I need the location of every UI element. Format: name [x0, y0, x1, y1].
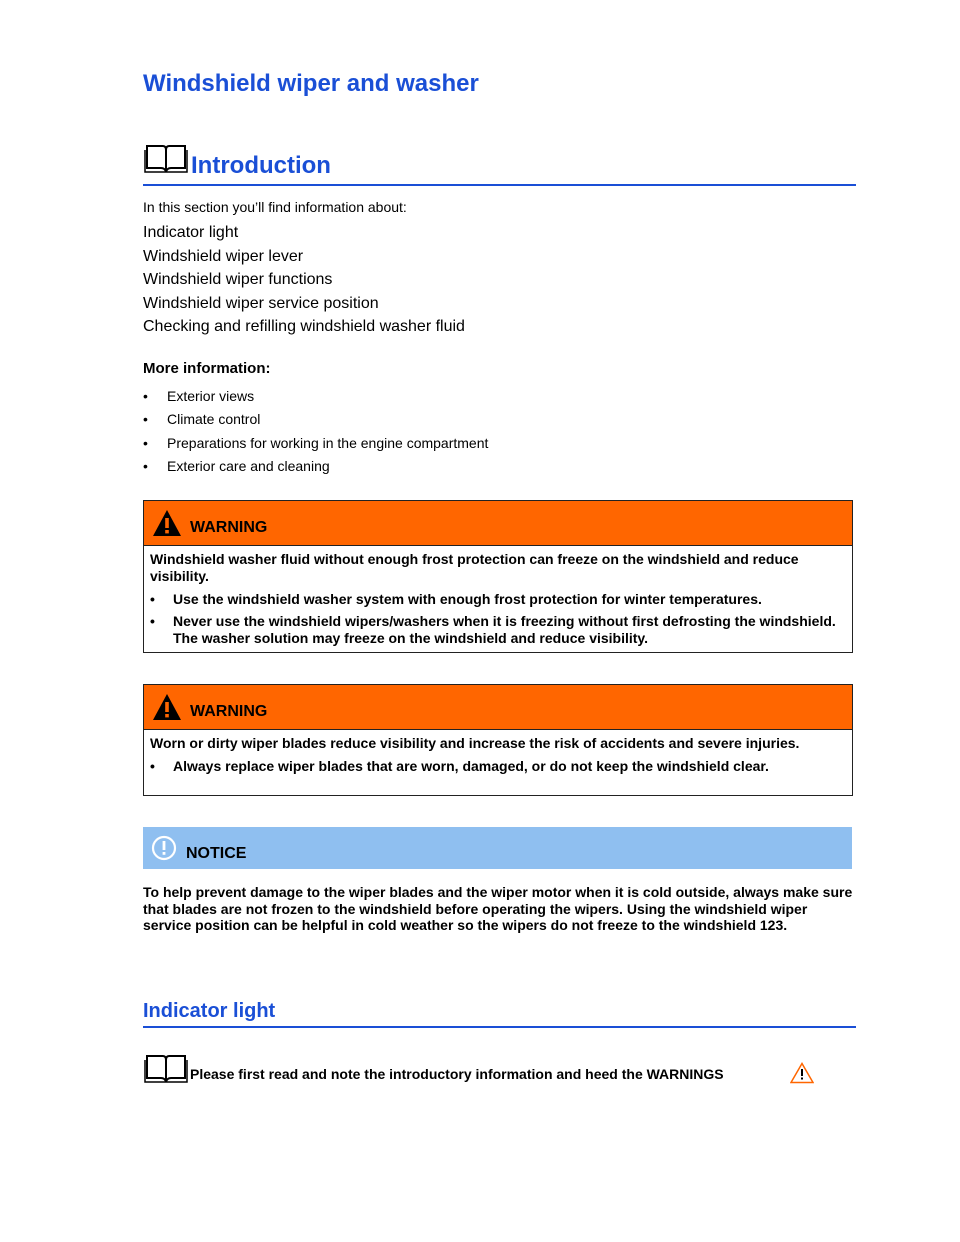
indicator-light-title: Indicator light	[143, 1000, 276, 1022]
warning-list	[150, 591, 846, 647]
bullet: •	[150, 613, 155, 629]
notice-header	[143, 827, 852, 869]
warning-list-item	[150, 758, 846, 775]
bullet: •	[143, 411, 148, 428]
topic-item[interactable]: Checking and refilling windshield washer fluid	[143, 318, 465, 335]
warning-list-item-text: Never use the windshield wipers/washers when it is freezing without first defrosting the windshield. The washer solution may freeze on the windshield and reduce visibility.	[173, 613, 836, 646]
warning-list-item	[150, 613, 846, 647]
indicator-light-heading	[143, 998, 856, 1028]
read-note	[143, 1052, 843, 1086]
warning-text: Windshield washer fluid without enough frost protection can freeze on the windshield and reduce visibility.	[150, 551, 799, 584]
notice-text: To help prevent damage to the wiper blades and the wiper motor when it is cold outside, always make sure that blades are not frozen to the windshield before operating the wipers. Using the windshield wiper service position can be helpful in cold weather so the wipers do not freeze to the windshield 123.	[143, 884, 853, 933]
more-information-item[interactable]	[143, 458, 488, 481]
read-note-text: Please first read and note the introductory information and heed the WARNINGS	[190, 1066, 724, 1082]
warning-body	[144, 546, 852, 658]
warning-label: WARNING	[190, 703, 268, 720]
bullet: •	[143, 434, 148, 451]
topic-item[interactable]: Windshield wiper functions	[143, 271, 333, 288]
topic-item[interactable]: Indicator light	[143, 224, 239, 241]
warning-list-item	[150, 591, 846, 608]
topic-item[interactable]: Windshield wiper lever	[143, 247, 304, 265]
warning-box-wiper-blades	[143, 684, 853, 796]
topic-list	[143, 224, 465, 342]
introduction-title: Introduction	[191, 152, 331, 179]
introduction-heading	[143, 140, 856, 186]
more-information-label: More information:	[143, 360, 271, 377]
topic-item[interactable]: Windshield wiper service position	[143, 294, 379, 312]
intro-lead-text: In this section you’ll find information about:	[143, 199, 407, 215]
more-information-item[interactable]	[143, 435, 488, 458]
warning-label: WARNING	[190, 519, 268, 536]
more-information-label-text: Exterior care and cleaning	[167, 457, 330, 474]
exclamation-circle-icon	[151, 835, 177, 866]
warning-header	[144, 685, 852, 730]
bullet: •	[143, 388, 148, 404]
more-information-label-text: Climate control	[167, 411, 261, 428]
warning-list-item-text: Always replace wiper blades that are worn, damaged, or do not keep the windshield clear.	[173, 758, 769, 774]
notice-label: NOTICE	[186, 845, 247, 862]
warning-box-frost	[143, 500, 853, 653]
warning-triangle-icon[interactable]	[790, 1062, 814, 1089]
warning-list-item-text: Use the windshield washer system with enough frost protection for winter temperatures.	[173, 591, 762, 607]
warning-body	[144, 730, 852, 786]
warning-list	[150, 758, 846, 775]
book-icon	[143, 142, 189, 181]
page-title: Windshield wiper and washer	[143, 70, 479, 97]
more-information-item[interactable]	[143, 411, 488, 434]
warning-header	[144, 501, 852, 546]
bullet: •	[143, 457, 148, 474]
warning-triangle-icon	[152, 509, 182, 542]
bullet: •	[150, 591, 155, 607]
more-information-label-text: Preparations for working in the engine compartment	[167, 434, 489, 451]
bullet: •	[150, 758, 155, 774]
book-icon	[143, 1052, 189, 1091]
more-information-item[interactable]	[143, 388, 488, 411]
more-information-list	[143, 388, 488, 481]
warning-text: Worn or dirty wiper blades reduce visibility and increase the risk of accidents and severe injuries.	[150, 735, 800, 751]
more-information-label-text: Exterior views	[167, 388, 255, 404]
warning-triangle-icon	[152, 693, 182, 726]
